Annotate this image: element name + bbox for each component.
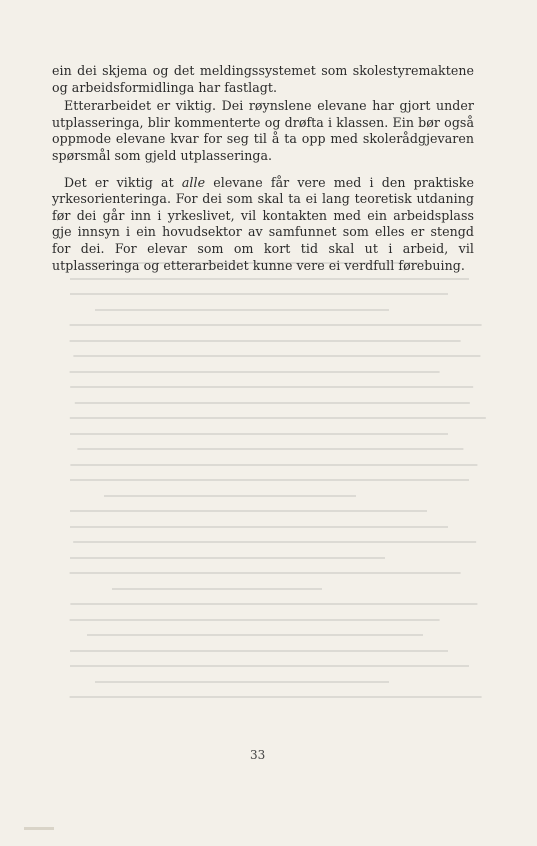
show-through-line xyxy=(70,572,461,574)
show-through-line xyxy=(70,665,469,667)
paragraph-3-emphasis: alle xyxy=(181,174,206,190)
show-through-line xyxy=(87,634,423,636)
show-through-line xyxy=(70,433,448,435)
show-through-line xyxy=(70,464,477,466)
show-through-line xyxy=(77,448,463,450)
show-through-line xyxy=(70,510,427,512)
show-through-line xyxy=(73,541,476,543)
paragraph-2: Etterarbeidet er viktig. Dei røynslene elevane har gjort under utplasseringa, blir kommenterte og drøfta i klassen. Ein bør også oppmode elevane kvar for seg til å ta opp med skolerådgjevaren spørsmål som gjeld utplasseringa. xyxy=(52,98,474,163)
paragraph-1: ein dei skjema og det meldingssystemet som skolestyremaktene og arbeidsformidlinga har fastlagt. xyxy=(52,63,474,95)
show-through-line xyxy=(70,526,448,528)
show-through-line xyxy=(104,495,356,497)
paragraph-3-start: Det er viktig at xyxy=(64,174,182,190)
show-through-line xyxy=(70,619,440,621)
show-through-line xyxy=(73,355,480,357)
show-through-line xyxy=(70,557,385,559)
show-through-line xyxy=(70,324,482,326)
body-text xyxy=(52,63,474,274)
show-through-line xyxy=(70,340,461,342)
paragraph-3 xyxy=(52,175,474,275)
show-through-line xyxy=(70,603,477,605)
show-through-line xyxy=(95,309,389,311)
show-through-line xyxy=(70,650,448,652)
show-through-line xyxy=(70,371,440,373)
show-through-line xyxy=(112,588,322,590)
page-number: 33 xyxy=(250,748,266,762)
show-through-line xyxy=(95,681,389,683)
show-through-line xyxy=(70,479,469,481)
show-through-line xyxy=(70,386,473,388)
show-through-line xyxy=(70,696,482,698)
show-through-line xyxy=(70,278,469,280)
show-through-line xyxy=(70,293,448,295)
show-through-line xyxy=(75,402,470,404)
page-edge-mark xyxy=(24,827,54,830)
paragraph-3-end: elevane får vere med i den praktiske yrkesorienteringa. For dei som skal ta ei lang teoretisk utdaning før dei går inn i yrkeslivet, vil kontakten med ein arbeidsplass gje innsyn i ein hovudsektor av samfunnet som elles er stengd for dei. For elevar som om kort tid skal ut i arbeid, vil utplasseringa og etterarbeidet kunne vere ei verdfull førebuing. xyxy=(52,174,474,273)
show-through-line xyxy=(70,417,486,419)
show-through-text xyxy=(70,262,490,692)
